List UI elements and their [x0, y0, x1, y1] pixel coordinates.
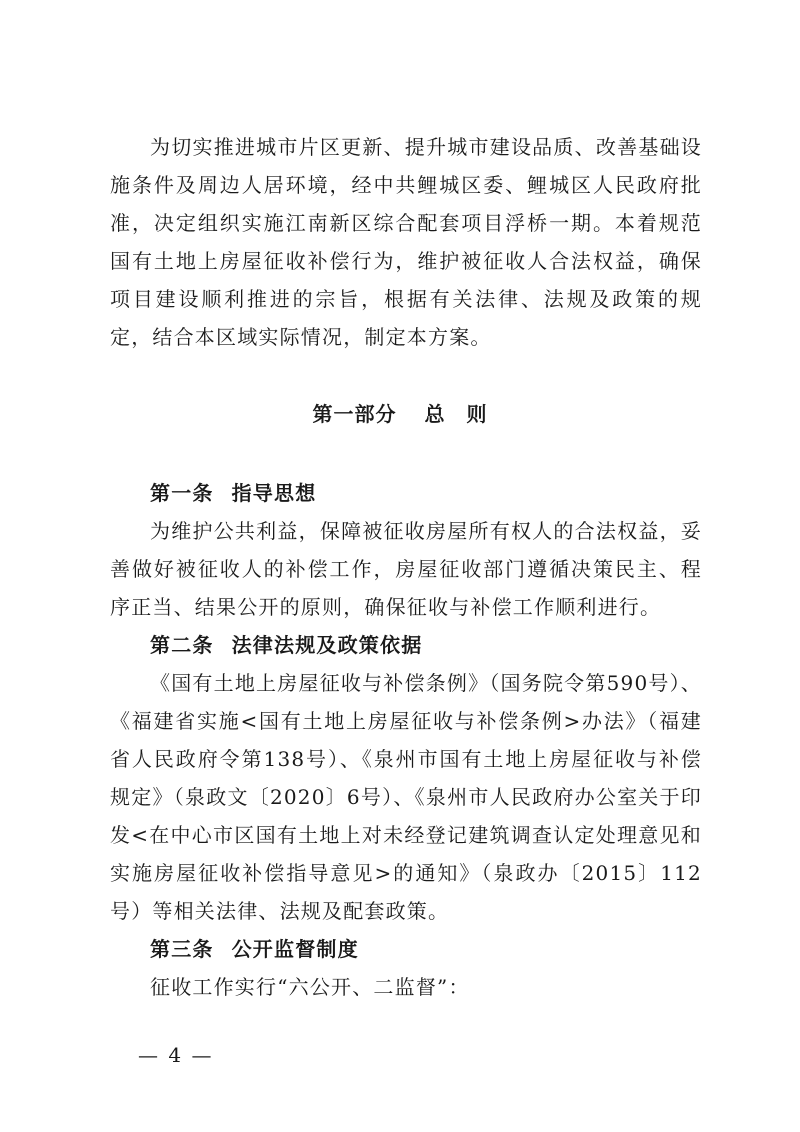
intro-paragraph-block: [110, 128, 702, 356]
article-3-number: 第三条: [150, 937, 214, 961]
article-2-text: 《国有土地上房屋征收与补偿条例》（国务院令第590号）、《福建省实施<国有土地上房屋征收与补偿条例>办法》（福建省人民政府令第138号）、《泉州市国有土地上房屋征收与补偿规定》（泉政文〔2020〕6号）、《泉州市人民政府办公室关于印发<在中心市区国有土地上对未经登记建筑调查认定处理意见和实施房屋征收补偿指导意见>的通知》（泉政办〔2015〕112号）等相关法律、法规及配套政策。: [110, 671, 702, 923]
article-2-number: 第二条: [150, 633, 214, 657]
article-1-heading: [110, 474, 702, 512]
article-3-text: 征收工作实行“六公开、二监督”：: [150, 975, 470, 999]
part-title: 总 则: [424, 402, 488, 426]
intro-paragraph: 为切实推进城市片区更新、提升城市建设品质、改善基础设施条件及周边人居环境，经中共鲤城区委、鲤城区人民政府批准，决定组织实施江南新区综合配套项目浮桥一期。本着规范国有土地上房屋征收补偿行为，维护被征收人合法权益，确保项目建设顺利推进的宗旨，根据有关法律、法规及政策的规定，结合本区域实际情况，制定本方案。: [110, 135, 702, 349]
page-number: — 4 —: [138, 1043, 214, 1067]
article-1-number: 第一条: [150, 481, 214, 505]
article-1-text: 为维护公共利益，保障被征收房屋所有权人的合法权益，妥善做好被征收人的补偿工作，房屋征收部门遵循决策民主、程序正当、结果公开的原则，确保征收与补偿工作顺利进行。: [110, 519, 702, 619]
articles-block: [110, 474, 702, 1006]
part-name: 第一部分: [312, 402, 397, 426]
part-heading: [0, 398, 800, 427]
article-2-title: 法律法规及政策依据: [231, 633, 423, 657]
article-1-title: 指导思想: [231, 481, 317, 505]
article-3-title: 公开监督制度: [231, 937, 359, 961]
article-2-heading: [110, 626, 702, 664]
article-3-heading: [110, 930, 702, 968]
